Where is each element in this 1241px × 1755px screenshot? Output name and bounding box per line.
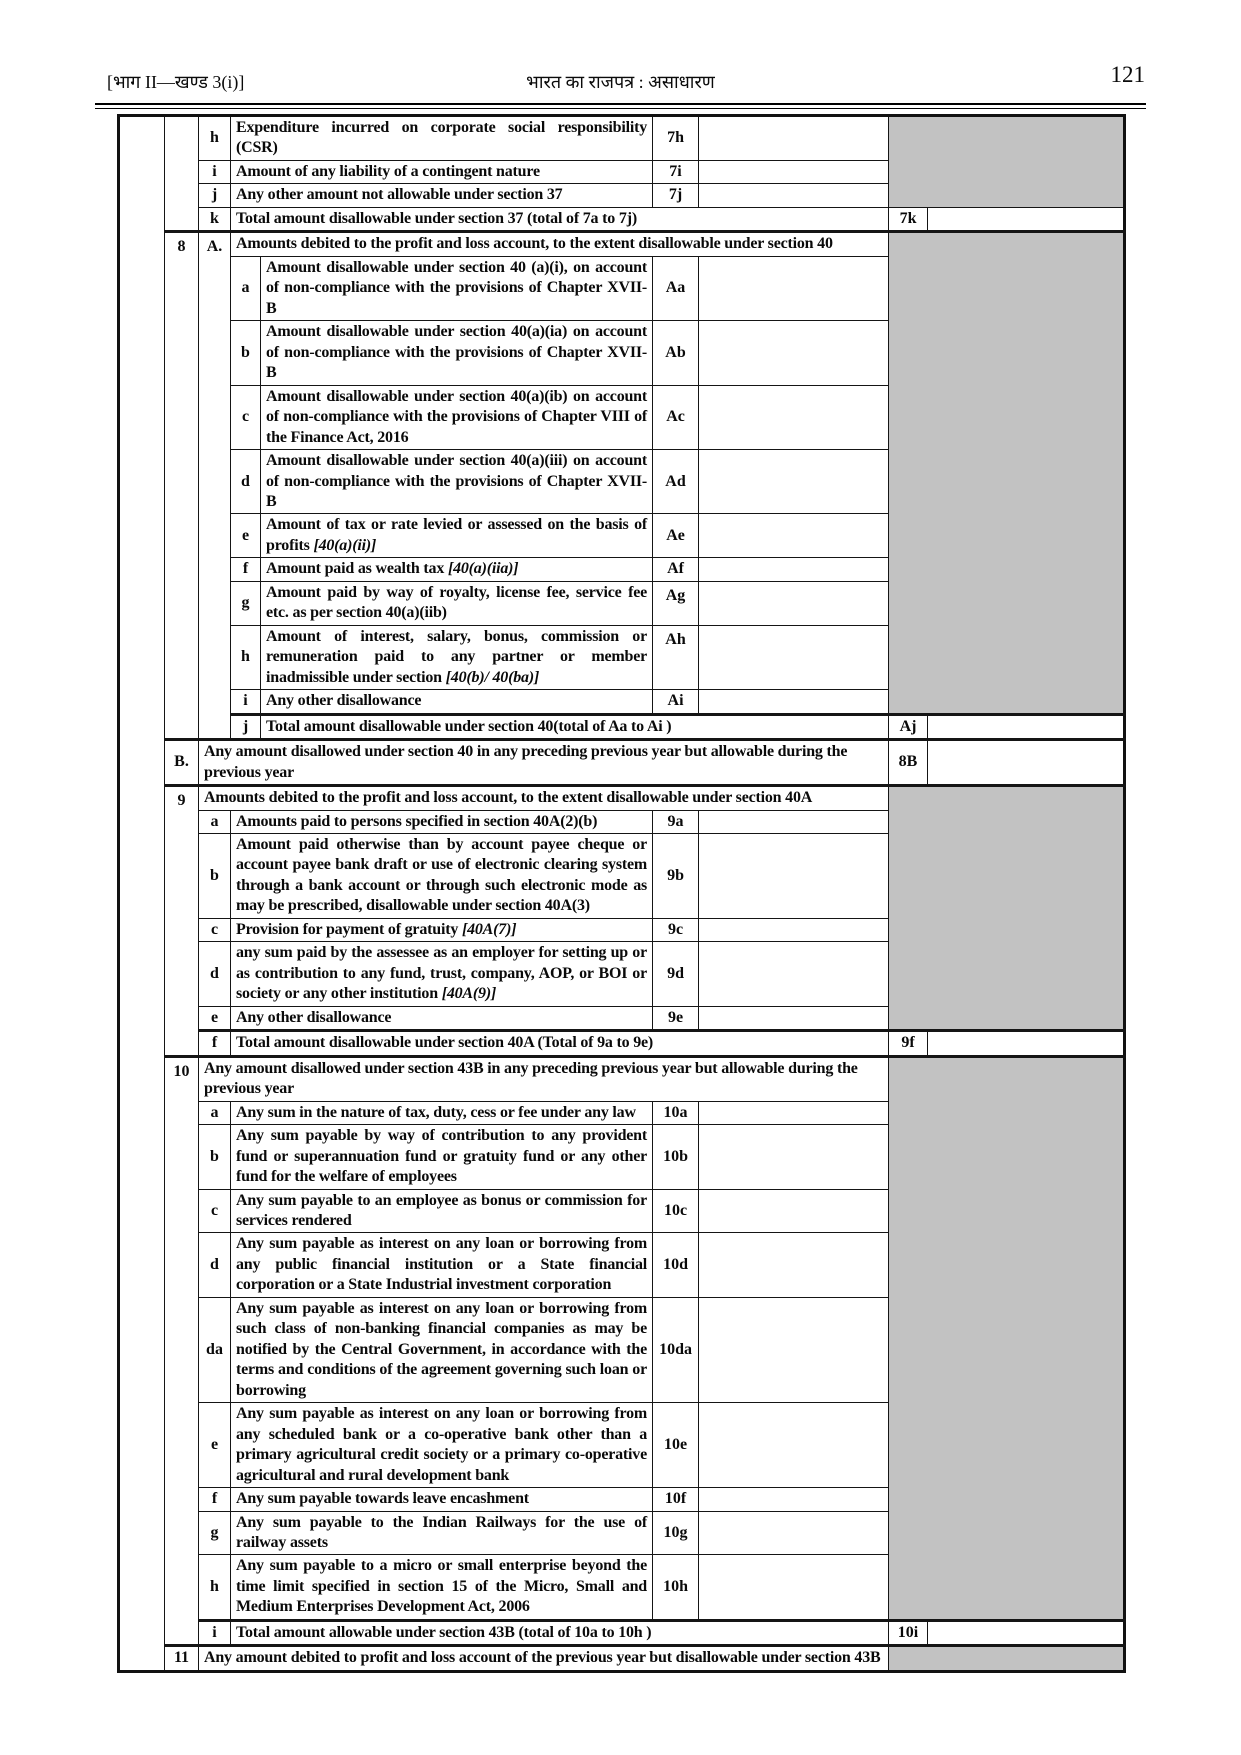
letter-10f: f: [199, 1488, 231, 1511]
number-10: 10: [165, 1056, 199, 1646]
code-8f: Af: [653, 558, 699, 581]
desc-10a: Any sum in the nature of tax, duty, cess or fee under any law: [231, 1101, 653, 1124]
value-10d: [699, 1233, 889, 1297]
desc-7k: Total amount disallowable under section 37 (total of 7a to 7j): [231, 207, 889, 231]
value-7i: [699, 160, 889, 183]
value-7h: [699, 116, 889, 161]
code-10h: 10h: [653, 1555, 699, 1620]
desc-10g: Any sum payable to the Indian Railways for the use of railway assets: [231, 1511, 653, 1555]
desc-8A: Amounts debited to the profit and loss account, to the extent disallowable under section 40: [231, 232, 889, 256]
shaded-block-8: [889, 232, 1125, 714]
letter-9d: d: [199, 942, 231, 1006]
letter-8d: d: [231, 450, 261, 514]
letter-8B: B.: [165, 740, 199, 786]
form-table-body: [119, 116, 1125, 1672]
code-8h: Ah: [653, 625, 699, 689]
desc-9b: Amount paid otherwise than by account payee cheque or account payee bank draft or use of electronic clearing system through a bank account or through such electronic mode as may be prescribed, disallowable under section 40A(3): [231, 834, 653, 919]
row-8A-header: [119, 232, 1125, 256]
desc-8j: Total amount disallowable under section 40(total of Aa to Ai ): [261, 714, 889, 739]
desc-10: Any amount disallowed under section 43B in any preceding previous year but allowable during the previous year: [199, 1056, 889, 1101]
value-9a: [699, 810, 889, 833]
desc-8c: Amount disallowable under section 40(a)(ib) on account of non-compliance with the provisions of Chapter VIII of the Finance Act, 2016: [261, 385, 653, 449]
code-9b: 9b: [653, 834, 699, 919]
value-10g: [699, 1511, 889, 1555]
letter-8g: g: [231, 581, 261, 625]
letter-10h: h: [199, 1555, 231, 1620]
shaded-block-7: [889, 116, 1125, 208]
value-10da: [699, 1297, 889, 1402]
number-cell-7: [165, 116, 199, 232]
desc-9f: Total amount disallowable under section 40A (Total of 9a to 9e): [231, 1031, 889, 1056]
value-9d: [699, 942, 889, 1006]
code-8c: Ac: [653, 385, 699, 449]
value-9b: [699, 834, 889, 919]
letter-8h: h: [231, 625, 261, 689]
number-11: 11: [165, 1646, 199, 1671]
code-8e: Ae: [653, 514, 699, 558]
desc-8e: Amount of tax or rate levied or assessed on the basis of profits [40(a)(ii)]: [261, 514, 653, 558]
desc-8e-section-ref: [40(a)(ii)]: [309, 536, 377, 554]
letter-10i: i: [199, 1620, 231, 1645]
letter-8c: c: [231, 385, 261, 449]
desc-10i: Total amount allowable under section 43B (total of 10a to 10h ): [231, 1620, 889, 1645]
value-8f: [699, 558, 889, 581]
shaded-block-10: [889, 1056, 1125, 1620]
value-10b: [699, 1125, 889, 1189]
desc-8d: Amount disallowable under section 40(a)(iii) on account of non-compliance with the provisions of Chapter XVII-B: [261, 450, 653, 514]
code-9f: 9f: [889, 1031, 928, 1056]
code-10c: 10c: [653, 1189, 699, 1233]
shaded-block-11: [889, 1646, 1125, 1671]
code-10g: 10g: [653, 1511, 699, 1555]
letter-10da: da: [199, 1297, 231, 1402]
desc-8b: Amount disallowable under section 40(a)(ia) on account of non-compliance with the provisions of Chapter XVII-B: [261, 321, 653, 385]
value-10e: [699, 1403, 889, 1488]
desc-10e: Any sum payable as interest on any loan or borrowing from any scheduled bank or a co-operative bank other than a primary agricultural credit society or a primary co-operative agricultural and rural development bank: [231, 1403, 653, 1488]
letter-10a: a: [199, 1101, 231, 1124]
desc-8i: Any other disallowance: [261, 690, 653, 714]
code-9e: 9e: [653, 1006, 699, 1030]
value-10f: [699, 1488, 889, 1511]
code-9a: 9a: [653, 810, 699, 833]
desc-10c: Any sum payable to an employee as bonus or commission for services rendered: [231, 1189, 653, 1233]
number-9: 9: [165, 786, 199, 1057]
letter-10g: g: [199, 1511, 231, 1555]
header-gazette-title: भारत का राजपत्र : असाधारण: [526, 72, 715, 92]
letter-8A: A.: [199, 232, 231, 740]
number-8: 8: [165, 232, 199, 740]
value-8g: [699, 581, 889, 625]
letter-8i: i: [231, 690, 261, 714]
desc-8h: Amount of interest, salary, bonus, commission or remuneration paid to any partner or member inadmissible under section [40(b)/ 40(ba)]: [261, 625, 653, 689]
letter-8f: f: [231, 558, 261, 581]
desc-9d-section-ref: [40A(9)]: [437, 985, 497, 1003]
desc-7h: Expenditure incurred on corporate social responsibility (CSR): [231, 116, 653, 161]
desc-8f: Amount paid as wealth tax [40(a)(iia)]: [261, 558, 653, 581]
letter-7i: i: [199, 160, 231, 183]
value-8B: [928, 740, 1125, 786]
code-10b: 10b: [653, 1125, 699, 1189]
code-10d: 10d: [653, 1233, 699, 1297]
code-8a: Aa: [653, 256, 699, 320]
row-11: [119, 1646, 1125, 1671]
letter-10d: d: [199, 1233, 231, 1297]
value-8b: [699, 321, 889, 385]
desc-7j: Any other amount not allowable under section 37: [231, 184, 653, 207]
page-header: [0, 62, 1241, 102]
desc-10d: Any sum payable as interest on any loan or borrowing from any public financial institution or a State financial corporation or a State Industrial investment corporation: [231, 1233, 653, 1297]
form-table: [117, 114, 1126, 1673]
code-8g: Ag: [653, 581, 699, 625]
desc-10da: Any sum payable as interest on any loan or borrowing from such class of non-banking financial companies as may be notified by the Central Government, in accordance with the terms and conditions of the agreement governing such loan or borrowing: [231, 1297, 653, 1402]
value-10h: [699, 1555, 889, 1620]
row-7h: [119, 116, 1125, 161]
code-9c: 9c: [653, 918, 699, 941]
page-number: 121: [1110, 62, 1145, 87]
code-8b: Ab: [653, 321, 699, 385]
value-7j: [699, 184, 889, 207]
letter-7h: h: [199, 116, 231, 161]
row-7k: [119, 207, 1125, 231]
value-8d: [699, 450, 889, 514]
desc-9: Amounts debited to the profit and loss account, to the extent disallowable under section 40A: [199, 786, 889, 810]
value-10a: [699, 1101, 889, 1124]
letter-7k: k: [199, 207, 231, 231]
desc-11: Any amount debited to profit and loss account of the previous year but disallowable under section 43B: [199, 1646, 889, 1671]
letter-10b: b: [199, 1125, 231, 1189]
letter-7j: j: [199, 184, 231, 207]
value-9c: [699, 918, 889, 941]
form-table-wrap: [117, 114, 1126, 1673]
value-8e: [699, 514, 889, 558]
value-8h: [699, 625, 889, 689]
value-10i: [928, 1620, 1125, 1645]
value-8i: [699, 690, 889, 714]
desc-10b: Any sum payable by way of contribution to any provident fund or superannuation fund or gratuity fund or any other fund for the welfare of employees: [231, 1125, 653, 1189]
letter-9e: e: [199, 1006, 231, 1030]
code-9d: 9d: [653, 942, 699, 1006]
code-10i: 10i: [889, 1620, 928, 1645]
value-8j: [928, 714, 1125, 739]
code-8i: Ai: [653, 690, 699, 714]
desc-9e: Any other disallowance: [231, 1006, 653, 1030]
letter-9a: a: [199, 810, 231, 833]
desc-7i: Amount of any liability of a contingent nature: [231, 160, 653, 183]
letter-10c: c: [199, 1189, 231, 1233]
code-7h: 7h: [653, 116, 699, 161]
row-8j: [119, 714, 1125, 739]
code-7k: 7k: [889, 207, 928, 231]
value-9e: [699, 1006, 889, 1030]
desc-10f: Any sum payable towards leave encashment: [231, 1488, 653, 1511]
desc-9c-section-ref: [40A(7)]: [458, 920, 517, 938]
header-double-rule: [95, 103, 1146, 109]
desc-8f-section-ref: [40(a)(iia)]: [444, 560, 519, 578]
desc-8g: Amount paid by way of royalty, license fee, service fee etc. as per section 40(a)(iib): [261, 581, 653, 625]
margin-column: [119, 116, 165, 1672]
code-7j: 7j: [653, 184, 699, 207]
letter-10e: e: [199, 1403, 231, 1488]
desc-9c: Provision for payment of gratuity [40A(7)]: [231, 918, 653, 941]
desc-9a: Amounts paid to persons specified in section 40A(2)(b): [231, 810, 653, 833]
code-8d: Ad: [653, 450, 699, 514]
letter-8e: e: [231, 514, 261, 558]
row-10i: [119, 1620, 1125, 1645]
desc-9d: any sum paid by the assessee as an employer for setting up or as contribution to any fund, trust, company, AOP, or BOI or society or any other institution [40A(9)]: [231, 942, 653, 1006]
value-10c: [699, 1189, 889, 1233]
letter-8j: j: [231, 714, 261, 739]
row-8B: [119, 740, 1125, 786]
desc-10h: Any sum payable to a micro or small enterprise beyond the time limit specified in section 15 of the Micro, Small and Medium Enterprises Development Act, 2006: [231, 1555, 653, 1620]
value-7k: [928, 207, 1125, 231]
shaded-block-9: [889, 786, 1125, 1031]
code-7i: 7i: [653, 160, 699, 183]
code-10da: 10da: [653, 1297, 699, 1402]
letter-8b: b: [231, 321, 261, 385]
desc-8h-section-ref: [40(b)/ 40(ba)]: [441, 668, 540, 686]
code-10e: 10e: [653, 1403, 699, 1488]
row-9-header: [119, 786, 1125, 810]
code-8B: 8B: [889, 740, 928, 786]
row-10-header: [119, 1056, 1125, 1101]
desc-8a: Amount disallowable under section 40 (a)(i), on account of non-compliance with the provisions of Chapter XVII-B: [261, 256, 653, 320]
value-9f: [928, 1031, 1125, 1056]
code-10a: 10a: [653, 1101, 699, 1124]
letter-9b: b: [199, 834, 231, 919]
value-8c: [699, 385, 889, 449]
letter-8a: a: [231, 256, 261, 320]
letter-9f: f: [199, 1031, 231, 1056]
row-9f: [119, 1031, 1125, 1056]
code-10f: 10f: [653, 1488, 699, 1511]
value-8a: [699, 256, 889, 320]
desc-8B: Any amount disallowed under section 40 in any preceding previous year but allowable during the previous year: [199, 740, 889, 786]
code-8j: Aj: [889, 714, 928, 739]
letter-9c: c: [199, 918, 231, 941]
header-part-number: [भाग II—खण्ड 3(i)]: [107, 72, 245, 92]
